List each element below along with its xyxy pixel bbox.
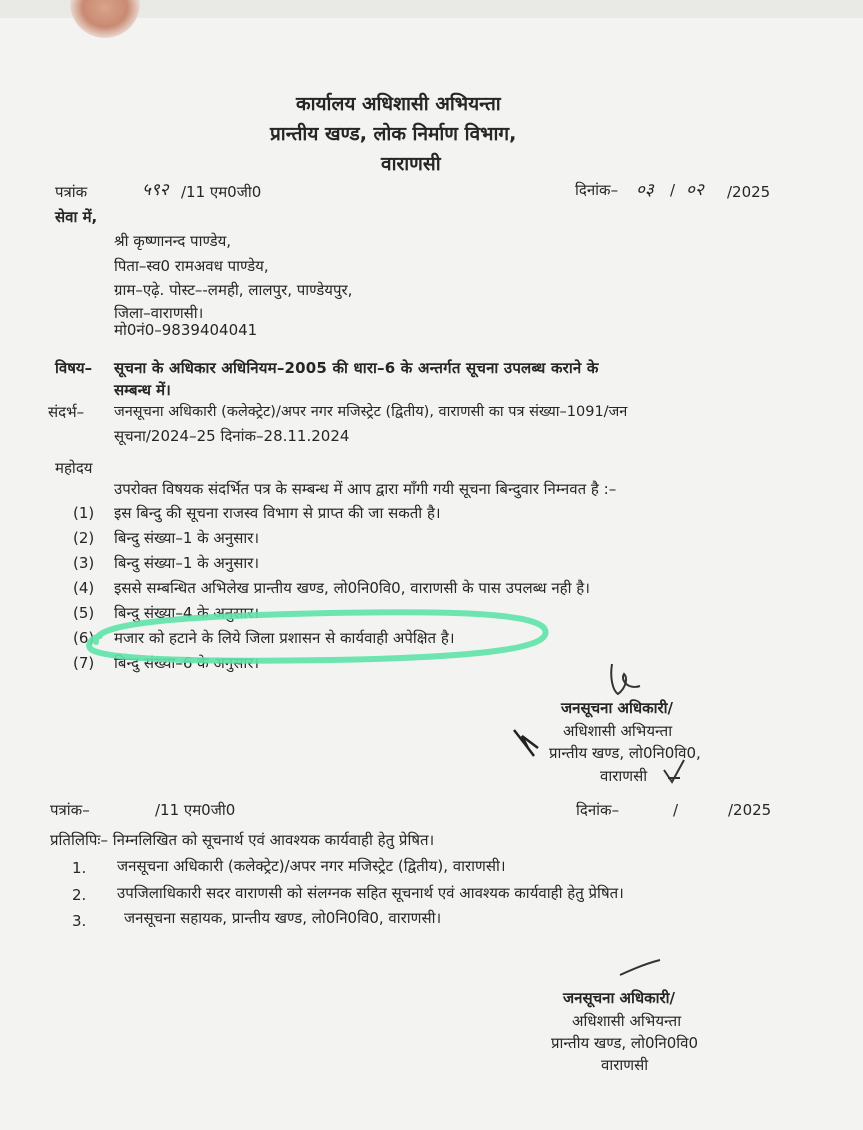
- ref-label: पत्रांक: [55, 183, 88, 201]
- signatory-title: जनसूचना अधिकारी/: [561, 699, 674, 717]
- point-text: बिन्दु संख्या–4 के अनुसार।: [114, 604, 260, 622]
- copy-text: जनसूचना अधिकारी (कलेक्ट्रेट)/अपर नगर मजिस्ट्रेट (द्वितीय), वाराणसी।: [117, 857, 506, 875]
- point-text: इस बिन्दु की सूचना राजस्व विभाग से प्राप्त की जा सकती है।: [114, 504, 441, 522]
- date-label: दिनांक–: [575, 181, 619, 199]
- addressee-phone: मो0नं0–9839404041: [114, 321, 258, 339]
- ref2-label: पत्रांक–: [50, 801, 90, 819]
- initial-mark: [514, 730, 538, 756]
- copy-text: जनसूचना सहायक, प्रान्तीय खण्ड, लो0नि0वि0, वाराणसी।: [124, 909, 442, 927]
- city-title: वाराणसी: [381, 153, 441, 175]
- signatory-division: प्रान्तीय खण्ड, लो0नि0वि0,: [549, 744, 701, 762]
- subject-label: विषय–: [55, 359, 93, 377]
- intro-text: उपरोक्त विषयक संदर्भित पत्र के सम्बन्ध में आप द्वारा माँगी गयी सूचना बिन्दुवार निम्नवत है :–: [114, 480, 617, 498]
- date-year: /2025: [727, 183, 771, 201]
- point-number: (4): [73, 579, 95, 597]
- addressee-line: ग्राम–एढ़े. पोस्ट–-लमही, लालपुर, पाण्डेयपुर,: [114, 281, 353, 299]
- signatory-title: जनसूचना अधिकारी/: [563, 989, 676, 1007]
- date-month: ०२: [686, 180, 704, 200]
- signature-stroke: [620, 960, 660, 975]
- ref2-year: /2025: [728, 801, 772, 819]
- addressee-line: श्री कृष्णानन्द पाण्डेय,: [114, 232, 232, 250]
- subject-line-1: सूचना के अधिकार अधिनियम–2005 की धारा–6 के अन्तर्गत सूचना उपलब्ध कराने के: [114, 359, 599, 377]
- signature-mark: [611, 664, 640, 694]
- check-mark: [664, 760, 684, 782]
- addressee-line: पिता–स्व0 रामअवध पाण्डेय,: [114, 257, 269, 275]
- point-text: बिन्दु संख्या–1 के अनुसार।: [114, 529, 260, 547]
- point-number: (7): [73, 654, 95, 672]
- copy-number: 2.: [72, 886, 87, 904]
- addressee-line: जिला–वाराणसी।: [114, 304, 204, 322]
- point-text: बिन्दु संख्या–6 के अनुसार।: [114, 654, 260, 672]
- point-number: (2): [73, 529, 95, 547]
- salutation: सेवा में,: [55, 208, 98, 226]
- ref2-date-slash: /: [673, 801, 679, 819]
- point-text: इससे सम्बन्धित अभिलेख प्रान्तीय खण्ड, लो0नि0वि0, वाराणसी के पास उपलब्ध नही है।: [114, 579, 590, 597]
- signatory-city: वाराणसी: [600, 767, 648, 785]
- point-number: (5): [73, 604, 95, 622]
- reference-line-2: सूचना/2024–25 दिनांक–28.11.2024: [114, 427, 350, 445]
- ref-suffix: /11 एम0जी0: [181, 183, 262, 201]
- point-text: बिन्दु संख्या–1 के अनुसार।: [114, 554, 260, 572]
- copy-label: प्रतिलिपिः– निम्नलिखित को सूचनार्थ एवं आवश्यक कार्यवाही हेतु प्रेषित।: [50, 831, 435, 849]
- date-day: ०३: [636, 180, 654, 200]
- point-text-highlighted: मजार को हटाने के लिये जिला प्रशासन से कार्यवाही अपेक्षित है।: [114, 629, 455, 647]
- point-number: (3): [73, 554, 95, 572]
- ref-number: ५९२: [142, 180, 169, 200]
- signatory-city: वाराणसी: [601, 1056, 649, 1074]
- ref2-suffix: /11 एम0जी0: [155, 801, 236, 819]
- copy-number: 3.: [72, 912, 87, 930]
- subject-line-2: सम्बन्ध में।: [114, 381, 171, 399]
- point-number: (6): [73, 629, 95, 647]
- office-title: कार्यालय अधिशासी अभियन्ता: [296, 93, 501, 115]
- signatory-designation: अधिशासी अभियन्ता: [572, 1012, 682, 1030]
- highlight-circle: [89, 612, 545, 660]
- date-slash: /: [670, 181, 676, 199]
- reference-line-1: जनसूचना अधिकारी (कलेक्ट्रेट)/अपर नगर मजिस्ट्रेट (द्वितीय), वाराणसी का पत्र संख्या–1091/जन: [114, 404, 628, 420]
- greeting: महोदय: [55, 459, 93, 477]
- point-number: (1): [73, 504, 95, 522]
- signatory-division: प्रान्तीय खण्ड, लो0नि0वि0: [551, 1034, 699, 1052]
- copy-number: 1.: [72, 859, 87, 877]
- ref2-date-label: दिनांक–: [576, 801, 620, 819]
- signatory-designation: अधिशासी अभियन्ता: [563, 722, 673, 740]
- copy-text: उपजिलाधिकारी सदर वाराणसी को संलग्नक सहित सूचनार्थ एवं आवश्यक कार्यवाही हेतु प्रेषित।: [117, 884, 624, 902]
- division-title: प्रान्तीय खण्ड, लोक निर्माण विभाग,: [270, 123, 517, 145]
- reference-label: संदर्भ–: [48, 403, 85, 421]
